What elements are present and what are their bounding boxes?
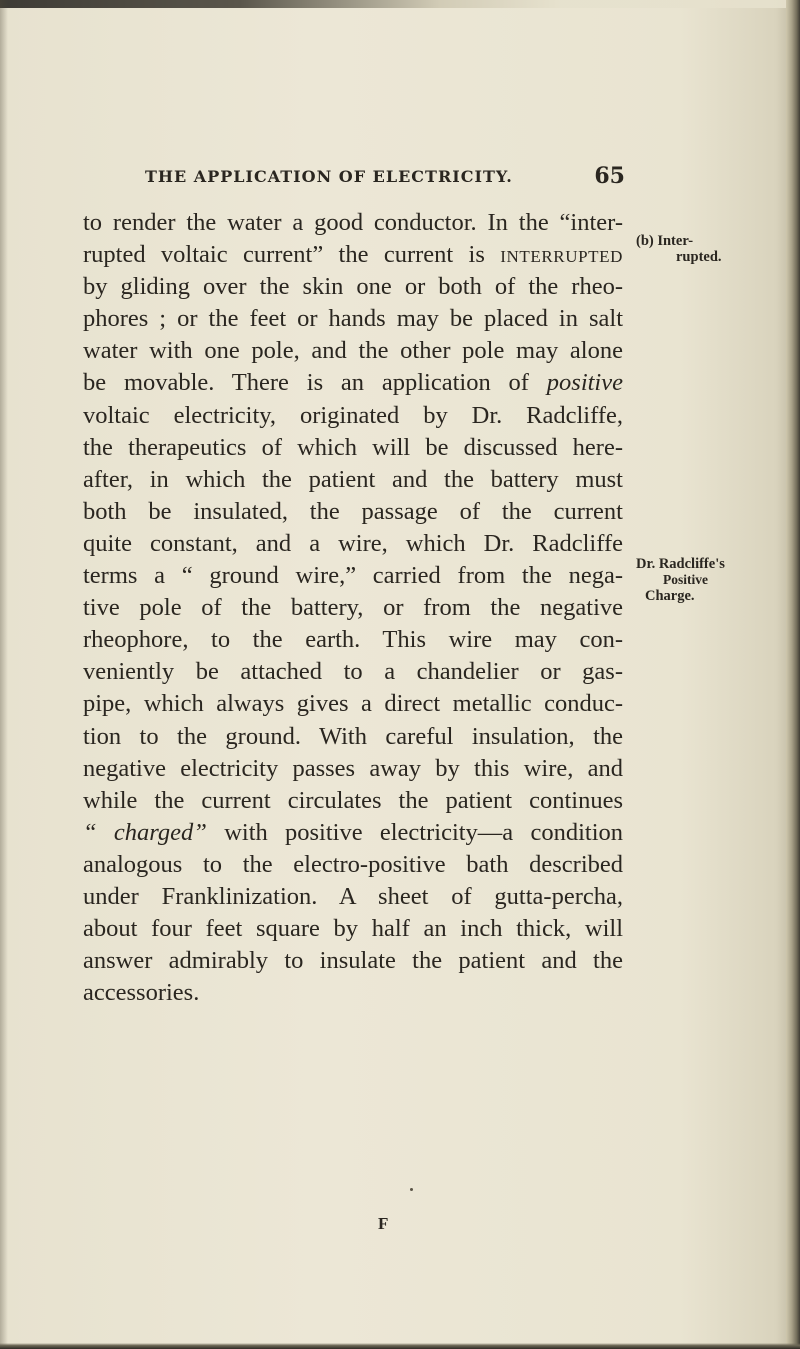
running-head [145, 163, 625, 193]
text-line: pipe, which always gives a direct metallic conduc- [83, 690, 623, 718]
margin-note-interrupted [636, 233, 786, 265]
margin-note-line: Dr. Radcliffe's [636, 556, 725, 572]
page-bottom-edge [0, 1343, 800, 1349]
text-line: terms a “ ground wire,” carried from the nega- [83, 562, 623, 590]
margin-note-line: (b) Inter- [636, 233, 694, 249]
text-line: under Franklinization. A sheet of gutta-percha, [83, 882, 623, 910]
text-line: phores ; or the feet or hands may be placed in salt [83, 305, 623, 333]
text-line: rheophore, to the earth. This wire may con- [83, 626, 623, 654]
page-right-edge [786, 0, 800, 1349]
text-line: negative electricity passes away by this wire, and [83, 754, 623, 782]
text-line [83, 239, 623, 271]
text-line: both be insulated, the passage of the current [83, 497, 623, 525]
text-line-part: rupted voltaic current” the current is [83, 241, 485, 269]
margin-note-radcliffe [636, 556, 786, 604]
text-line: about four feet square by half an inch thick, will [83, 915, 623, 943]
italic-term: positive [546, 369, 623, 397]
text-line: after, in which the patient and the battery must [83, 465, 623, 493]
text-line: water with one pole, and the other pole may alone [83, 337, 623, 365]
text-line-part: be movable. There is an application of [83, 369, 529, 397]
text-line: analogous to the electro-positive bath described [83, 850, 623, 878]
text-line: tion to the ground. With careful insulation, the [83, 722, 623, 750]
ink-speck [410, 1188, 413, 1191]
italic-term: “ charged” [83, 818, 207, 846]
signature-mark: F [378, 1214, 389, 1233]
margin-note-line: Charge. [645, 588, 695, 604]
text-line: the therapeutics of which will be discussed here- [83, 433, 623, 461]
body-text [83, 207, 623, 1009]
text-line: veniently be attached to a chandelier or gas- [83, 658, 623, 686]
text-line: quite constant, and a wire, which Dr. Radcliffe [83, 529, 623, 557]
text-line: answer admirably to insulate the patient and the [83, 947, 623, 975]
text-line: accessories. [83, 979, 200, 1007]
page-number: 65 [594, 163, 625, 189]
margin-note-line: Positive [663, 572, 708, 587]
page-left-shadow [0, 0, 8, 1349]
text-line-part: with positive electricity—a condition [224, 818, 623, 846]
text-line [83, 817, 623, 849]
text-line: tive pole of the battery, or from the negative [83, 594, 623, 622]
margin-note-line: rupted. [676, 249, 722, 265]
text-line: to render the water a good conductor. In the “inter- [83, 209, 623, 236]
text-line: while the current circulates the patient continues [83, 786, 623, 814]
text-line [83, 367, 623, 399]
smallcaps-term: interrupted [500, 241, 624, 269]
text-line: by gliding over the skin one or both of the rheo- [83, 273, 623, 301]
page-top-edge [0, 0, 800, 8]
running-title: THE APPLICATION OF ELECTRICITY. [145, 167, 513, 186]
text-line: voltaic electricity, originated by Dr. Radcliffe, [83, 401, 623, 429]
